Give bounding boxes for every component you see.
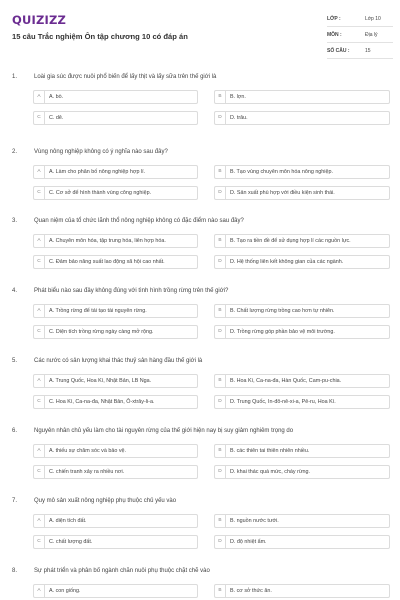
option-letter: D xyxy=(215,112,226,124)
question-item xyxy=(0,568,400,600)
option-text: C. dê. xyxy=(49,115,64,121)
meta-label: LỚP : xyxy=(327,16,341,22)
answer-option-d[interactable] xyxy=(214,325,390,339)
question-item xyxy=(0,358,400,428)
question-item xyxy=(0,74,400,144)
answer-option-d[interactable] xyxy=(214,465,390,479)
option-text: A. con giống. xyxy=(49,588,81,594)
meta-value: Lớp 10 xyxy=(365,16,381,22)
answer-option-b[interactable] xyxy=(214,374,390,388)
option-text: C. chiến tranh xảy ra nhiều nơi. xyxy=(49,469,125,475)
option-text: B. cơ sở thức ăn. xyxy=(230,588,272,594)
answer-option-b[interactable] xyxy=(214,304,390,318)
answer-option-d[interactable] xyxy=(214,255,390,269)
option-text: B. nguồn nước tưới. xyxy=(230,518,279,524)
option-letter: D xyxy=(215,536,226,548)
option-letter: D xyxy=(215,466,226,478)
option-letter: C xyxy=(34,536,45,548)
question-item xyxy=(0,149,400,219)
answer-option-c[interactable] xyxy=(33,111,198,125)
option-text: B. lợn. xyxy=(230,94,246,100)
option-text: D. Trồng rừng góp phần bảo vệ môi trường. xyxy=(230,329,335,335)
answer-option-c[interactable] xyxy=(33,186,198,200)
answer-option-b[interactable] xyxy=(214,90,390,104)
question-text: Các nước có sản lượng khai thác thuỷ sản hàng đầu thế giới là xyxy=(34,358,203,364)
answer-option-c[interactable] xyxy=(33,395,198,409)
option-letter: A xyxy=(34,91,45,103)
question-number: 6. xyxy=(12,428,18,434)
answer-option-b[interactable] xyxy=(214,444,390,458)
answer-option-a[interactable] xyxy=(33,234,198,248)
answer-option-d[interactable] xyxy=(214,395,390,409)
option-text: A. Trồng rừng để tái tạo tài nguyên rừng. xyxy=(49,308,147,314)
option-letter: B xyxy=(215,305,226,317)
question-item xyxy=(0,218,400,288)
option-letter: B xyxy=(215,91,226,103)
option-letter: D xyxy=(215,326,226,338)
meta-row-class xyxy=(327,11,393,27)
question-number: 5. xyxy=(12,358,18,364)
option-text: A. Chuyên môn hóa, tập trung hóa, liên hợp hóa. xyxy=(49,238,166,244)
question-text: Nguyên nhân chủ yếu làm cho tài nguyên rừng của thế giới hiện nay bị suy giảm nghiêm trọng do xyxy=(34,428,294,434)
answer-option-c[interactable] xyxy=(33,535,198,549)
meta-value: Địa lý xyxy=(365,32,378,38)
option-text: D. khai thác quá mức, cháy rừng. xyxy=(230,469,311,475)
answer-option-d[interactable] xyxy=(214,535,390,549)
answer-option-a[interactable] xyxy=(33,584,198,598)
option-letter: C xyxy=(34,256,45,268)
question-number: 1. xyxy=(12,74,18,80)
answer-option-d[interactable] xyxy=(214,111,390,125)
option-letter: B xyxy=(215,166,226,178)
option-letter: B xyxy=(215,235,226,247)
question-item xyxy=(0,288,400,358)
option-letter: A xyxy=(34,166,45,178)
option-letter: D xyxy=(215,187,226,199)
answer-option-a[interactable] xyxy=(33,165,198,179)
answer-option-a[interactable] xyxy=(33,444,198,458)
meta-label: SỐ CÂU : xyxy=(327,48,350,54)
option-letter: A xyxy=(34,585,45,597)
option-letter: C xyxy=(34,466,45,478)
option-text: C. chất lượng đất. xyxy=(49,539,93,545)
option-text: C. Đảm bảo năng suất lao động xã hội cao nhất. xyxy=(49,259,165,265)
option-text: B. Chất lượng rừng trồng cao hơn tự nhiên. xyxy=(230,308,335,314)
option-letter: C xyxy=(34,326,45,338)
answer-option-a[interactable] xyxy=(33,90,198,104)
answer-option-c[interactable] xyxy=(33,465,198,479)
option-letter: A xyxy=(34,515,45,527)
answer-option-c[interactable] xyxy=(33,325,198,339)
question-number: 7. xyxy=(12,498,18,504)
option-text: D. trâu. xyxy=(230,115,248,121)
question-item xyxy=(0,498,400,568)
option-letter: D xyxy=(215,256,226,268)
option-text: C. Cơ sở để hình thành vùng công nghiệp. xyxy=(49,190,152,196)
question-number: 2. xyxy=(12,149,18,155)
answer-option-b[interactable] xyxy=(214,234,390,248)
option-text: A. Làm cho phân bố nông nghiệp hợp lí. xyxy=(49,169,146,175)
answer-option-d[interactable] xyxy=(214,186,390,200)
question-number: 8. xyxy=(12,568,18,574)
option-letter: C xyxy=(34,112,45,124)
answer-option-c[interactable] xyxy=(33,255,198,269)
answer-option-b[interactable] xyxy=(214,584,390,598)
option-text: B. Tạo ra tiền đề để sử dụng hợp lí các nguồn lực. xyxy=(230,238,351,244)
option-letter: B xyxy=(215,375,226,387)
question-text: Vùng nông nghiệp không có ý nghĩa nào sau đây? xyxy=(34,149,168,155)
question-text: Sự phát triển và phân bố ngành chăn nuôi phụ thuộc chặt chẽ vào xyxy=(34,568,210,574)
answer-option-a[interactable] xyxy=(33,304,198,318)
question-number: 3. xyxy=(12,218,18,224)
meta-row-subject xyxy=(327,27,393,43)
option-letter: C xyxy=(34,187,45,199)
question-text: Loài gia súc được nuôi phổ biến để lấy thịt và lấy sữa trên thế giới là xyxy=(34,74,217,80)
option-text: C. Diện tích trồng rừng ngày càng mở rộng. xyxy=(49,329,154,335)
option-text: B. các thiên tai thiên nhiên nhiều. xyxy=(230,448,310,454)
question-item xyxy=(0,428,400,498)
option-text: A. diện tích đất. xyxy=(49,518,87,524)
option-text: B. Tạo vùng chuyên môn hóa nông nghiệp. xyxy=(230,169,333,175)
option-letter: A xyxy=(34,375,45,387)
option-text: D. Trung Quốc, In-đô-nê-xi-a, Pê-ru, Hoa Kì. xyxy=(230,399,336,405)
option-letter: A xyxy=(34,445,45,457)
option-text: C. Hoa Kì, Ca-na-đa, Nhật Bản, Ô-xtrây-li-a. xyxy=(49,399,155,405)
answer-option-b[interactable] xyxy=(214,165,390,179)
option-text: A. Trung Quốc, Hoa Kì, Nhật Bản, LB Nga. xyxy=(49,378,152,384)
answer-option-a[interactable] xyxy=(33,514,198,528)
worksheet-meta xyxy=(327,11,393,59)
option-text: A. thiếu sự chăm sóc và bảo vệ. xyxy=(49,448,127,454)
answer-option-b[interactable] xyxy=(214,514,390,528)
option-text: D. độ nhiệt ẩm. xyxy=(230,539,267,545)
option-text: D. Sản xuất phù hợp với điều kiện sinh thái. xyxy=(230,190,335,196)
page-title: 15 câu Trắc nghiệm Ôn tập chương 10 có đáp án xyxy=(12,32,188,41)
option-letter: B xyxy=(215,585,226,597)
question-text: Phát biểu nào sau đây không đúng với tình hình trồng rừng trên thế giới? xyxy=(34,288,229,294)
question-text: Quy mô sản xuất nông nghiệp phụ thuộc chủ yếu vào xyxy=(34,498,177,504)
option-text: D. Hệ thống liên kết không gian của các ngành. xyxy=(230,259,344,265)
option-letter: C xyxy=(34,396,45,408)
meta-value: 15 xyxy=(365,48,371,54)
option-text: B. Hoa Kì, Ca-na-đa, Hàn Quốc, Cam-pu-chia. xyxy=(230,378,342,384)
question-number: 4. xyxy=(12,288,18,294)
meta-row-count xyxy=(327,43,393,59)
question-text: Quan niệm của tổ chức lãnh thổ nông nghiệp không có đặc điểm nào sau đây? xyxy=(34,218,244,224)
option-letter: B xyxy=(215,445,226,457)
option-text: A. bò. xyxy=(49,94,64,100)
option-letter: B xyxy=(215,515,226,527)
meta-label: MÔN : xyxy=(327,32,342,38)
answer-option-a[interactable] xyxy=(33,374,198,388)
worksheet-header xyxy=(0,0,400,70)
option-letter: A xyxy=(34,235,45,247)
option-letter: D xyxy=(215,396,226,408)
quizizz-logo: QUIZIZZ xyxy=(12,13,67,27)
option-letter: A xyxy=(34,305,45,317)
